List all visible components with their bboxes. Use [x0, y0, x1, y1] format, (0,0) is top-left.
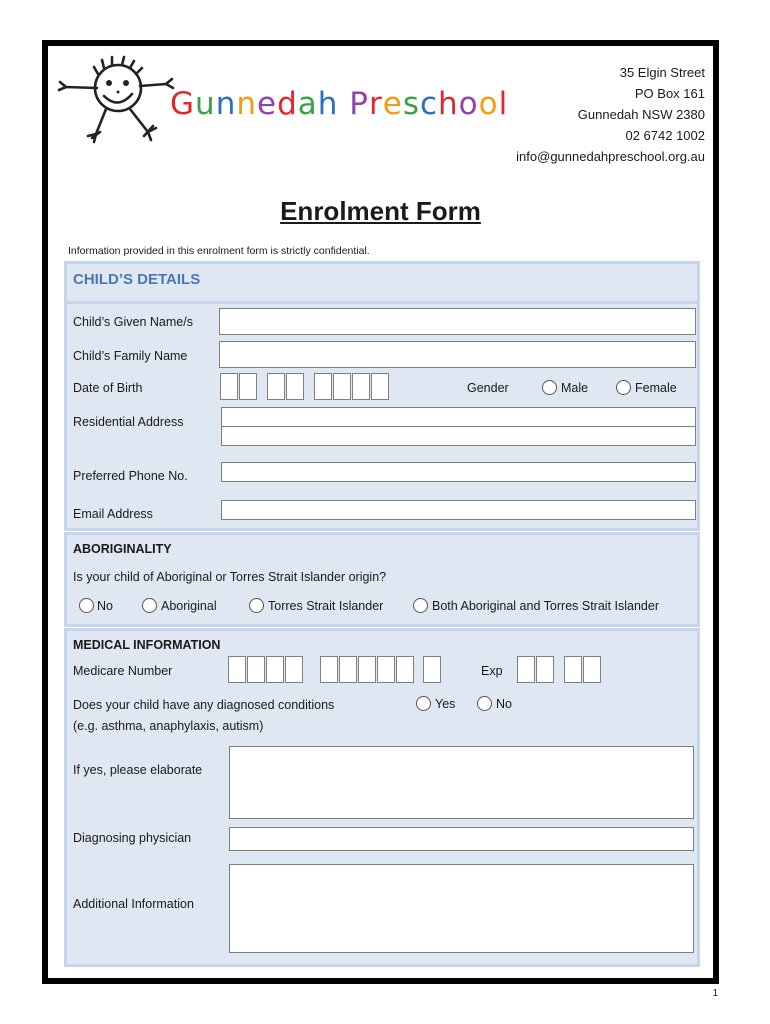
exp-digit[interactable]	[583, 656, 601, 683]
origin-aboriginal-radio[interactable]	[142, 598, 157, 613]
dob-digit[interactable]	[352, 373, 370, 400]
gender-female-radio[interactable]	[616, 380, 631, 395]
exp-digit[interactable]	[517, 656, 535, 683]
elaborate-textarea[interactable]	[229, 746, 694, 819]
page-number: 1	[712, 988, 718, 999]
dob-digit[interactable]	[220, 373, 238, 400]
medicare-digit[interactable]	[266, 656, 284, 683]
childs-details-heading: CHILD’S DETAILS	[73, 271, 201, 288]
exp-label: Exp	[481, 664, 503, 678]
email-input[interactable]	[221, 500, 696, 520]
address-label: Residential Address	[73, 415, 184, 429]
medicare-digit[interactable]	[285, 656, 303, 683]
aboriginality-question: Is your child of Aboriginal or Torres Strait Islander origin?	[73, 570, 387, 584]
medicare-digit[interactable]	[377, 656, 395, 683]
exp-digit[interactable]	[536, 656, 554, 683]
contact-email[interactable]: info@gunnedahpreschool.org.au	[516, 149, 705, 164]
conditions-no-radio[interactable]	[477, 696, 492, 711]
medicare-digit[interactable]	[339, 656, 357, 683]
conditions-examples: (e.g. asthma, anaphylaxis, autism)	[73, 719, 264, 733]
origin-both-label: Both Aboriginal and Torres Strait Islander	[432, 599, 659, 613]
origin-aboriginal-label: Aboriginal	[161, 599, 217, 613]
additional-info-textarea[interactable]	[229, 864, 694, 953]
conditions-yes-radio[interactable]	[416, 696, 431, 711]
phone-label: Preferred Phone No.	[73, 469, 188, 483]
physician-label: Diagnosing physician	[73, 831, 192, 845]
medicare-digit[interactable]	[423, 656, 441, 683]
origin-tsi-radio[interactable]	[249, 598, 264, 613]
physician-input[interactable]	[229, 827, 694, 851]
origin-tsi-label: Torres Strait Islander	[268, 599, 384, 613]
address-line-2-input[interactable]	[221, 426, 696, 446]
contact-phone: 02 6742 1002	[625, 128, 705, 143]
conditions-question: Does your child have any diagnosed conditions	[73, 698, 335, 712]
confidential-notice: Information provided in this enrolment form is strictly confidential.	[68, 245, 370, 257]
medical-section	[64, 628, 700, 967]
childs-details-section	[64, 261, 700, 531]
dob-digit[interactable]	[371, 373, 389, 400]
dob-digit[interactable]	[333, 373, 351, 400]
origin-no-label: No	[97, 599, 113, 613]
contact-street: 35 Elgin Street	[619, 65, 705, 80]
given-name-input[interactable]	[219, 308, 696, 335]
address-line-1-input[interactable]	[221, 407, 696, 427]
contact-block	[516, 62, 705, 167]
medicare-label: Medicare Number	[73, 664, 173, 678]
family-name-input[interactable]	[219, 341, 696, 368]
elaborate-label: If yes, please elaborate	[73, 763, 203, 777]
aboriginality-section	[64, 532, 700, 627]
dob-digit[interactable]	[267, 373, 285, 400]
medicare-digit[interactable]	[228, 656, 246, 683]
medicare-digit[interactable]	[396, 656, 414, 683]
dob-digit[interactable]	[314, 373, 332, 400]
gender-label: Gender	[467, 381, 509, 395]
origin-no-radio[interactable]	[79, 598, 94, 613]
page-title: Enrolment Form	[280, 196, 481, 226]
given-name-label: Child’s Given Name/s	[73, 315, 193, 329]
family-name-label: Child’s Family Name	[73, 349, 188, 363]
medicare-digit[interactable]	[358, 656, 376, 683]
medicare-digit[interactable]	[247, 656, 265, 683]
additional-info-label: Additional Information	[73, 897, 194, 911]
medicare-digit[interactable]	[320, 656, 338, 683]
gender-male-label: Male	[561, 381, 589, 395]
medical-heading: MEDICAL INFORMATION	[73, 638, 221, 652]
contact-po-box: PO Box 161	[634, 86, 705, 101]
stick-figure-logo-icon	[56, 54, 176, 149]
email-label: Email Address	[73, 507, 153, 521]
conditions-yes-label: Yes	[435, 697, 456, 711]
gender-male-radio[interactable]	[542, 380, 557, 395]
section-divider	[67, 301, 697, 304]
form-page	[42, 40, 719, 984]
origin-both-radio[interactable]	[413, 598, 428, 613]
dob-label: Date of Birth	[73, 381, 143, 395]
conditions-no-label: No	[496, 697, 512, 711]
exp-digit[interactable]	[564, 656, 582, 683]
dob-digit[interactable]	[286, 373, 304, 400]
school-name: Gunnedah Preschool	[170, 86, 509, 122]
contact-town: Gunnedah NSW 2380	[577, 107, 705, 122]
phone-input[interactable]	[221, 462, 696, 482]
gender-female-label: Female	[635, 381, 677, 395]
dob-digit[interactable]	[239, 373, 257, 400]
aboriginality-heading: ABORIGINALITY	[73, 542, 172, 556]
